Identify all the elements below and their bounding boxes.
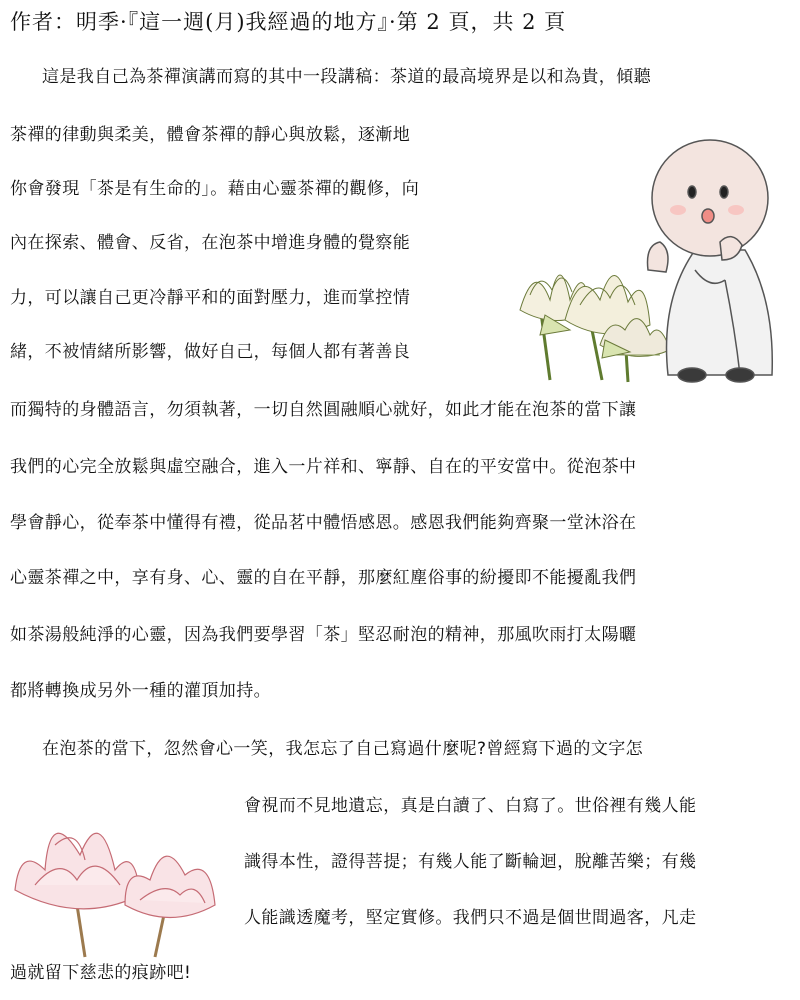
paragraph-line: 緒，不被情緒所影響，做好自己，每個人都有著善良	[10, 342, 411, 362]
paragraph-line: 在泡茶的當下，忽然會心一笑，我怎忘了自己寫過什麼呢?曾經寫下過的文字怎	[42, 739, 644, 759]
paragraph-line: 人能識透魔考，堅定實修。我們只不過是個世間過客，凡走	[244, 908, 697, 928]
paragraph-line: 心靈茶禪之中，享有身、心、靈的自在平靜，那麼紅塵俗事的紛擾即不能擾亂我們	[10, 568, 637, 588]
paragraph-line: 如茶湯般純淨的心靈，因為我們要學習「茶」堅忍耐泡的精神，那風吹雨打太陽曬	[10, 625, 637, 645]
monk-figure	[648, 140, 773, 382]
paragraph-line: 而獨特的身體語言，勿須執著，一切自然圓融順心就好，如此才能在泡茶的當下讓	[10, 400, 637, 420]
lotus-cluster	[520, 275, 670, 382]
page-header: 作者：明季·『這一週(月)我經過的地方』·第 2 頁，共 2 頁	[10, 10, 567, 34]
paragraph-line: 我們的心完全放鬆與虛空融合，進入一片祥和、寧靜、自在的平安當中。從泡茶中	[10, 457, 637, 477]
paragraph-line: 學會靜心，從奉茶中懂得有禮，從品茗中體悟感恩。感恩我們能夠齊聚一堂沐浴在	[10, 513, 637, 533]
paragraph-line: 你會發現「茶是有生命的」。藉由心靈茶禪的觀修，向	[10, 179, 420, 199]
paragraph-line: 內在探索、體會、反省，在泡茶中增進身體的覺察能	[10, 233, 411, 253]
paragraph-line: 會視而不見地遺忘，真是白讀了、白寫了。世俗裡有幾人能	[244, 796, 697, 816]
paragraph-line: 過就留下慈悲的痕跡吧!	[10, 963, 192, 983]
monk-lotus-illustration	[510, 130, 790, 390]
paragraph-line: 力，可以讓自己更冷靜平和的面對壓力，進而掌控情	[10, 288, 411, 308]
paragraph-line: 識得本性，證得菩提；有幾人能了斷輪迴，脫離苦樂；有幾	[244, 852, 697, 872]
pink-lotus-illustration	[5, 785, 235, 960]
paragraph-line: 茶禪的律動與柔美，體會茶禪的靜心與放鬆，逐漸地	[10, 125, 411, 145]
paragraph-line: 這是我自己為茶禪演講而寫的其中一段講稿：茶道的最高境界是以和為貴，傾聽	[42, 67, 651, 87]
paragraph-line: 都將轉換成另外一種的灌頂加持。	[10, 681, 271, 701]
